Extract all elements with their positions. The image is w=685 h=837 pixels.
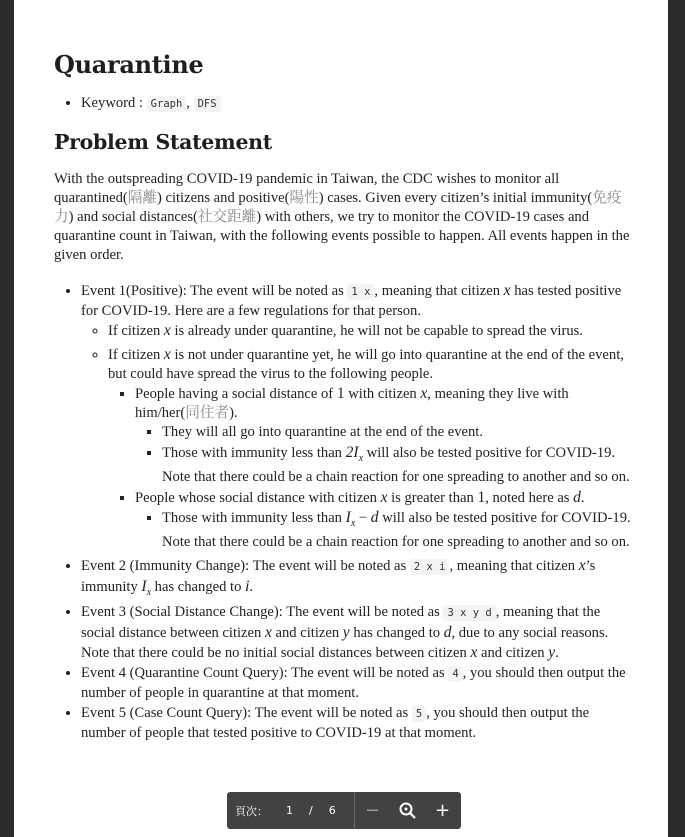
text-run: If citizen: [108, 347, 164, 363]
text-run: ’s immunity: [81, 558, 596, 596]
keyword-tag: DFS: [194, 96, 221, 112]
text-run: is not under quarantine yet, he will go into quarantine at the end of the event, but could have spread the virus to the following people.: [108, 347, 624, 382]
text-run: has tested positive for COVID-19. Here are a few regulations for that person.: [81, 283, 622, 319]
math-expr: 1: [336, 385, 345, 402]
math-expr: x: [163, 322, 171, 339]
magnifier-icon: [399, 802, 417, 820]
list-item: [135, 384, 634, 487]
page-title: Quarantine: [54, 50, 204, 79]
text-run: , you should then output the number of people in quarantine at that moment.: [81, 665, 626, 702]
math-expr: x: [420, 385, 428, 402]
text-run: has changed to: [151, 579, 246, 596]
text-run: , you should then output the number of people that tested positive to COVID-19 at that moment.: [81, 705, 590, 742]
inline-code: 4: [448, 666, 462, 682]
text-run: .: [580, 490, 585, 507]
zoom-in-button[interactable]: +: [434, 800, 451, 821]
math-expr: x: [264, 624, 272, 642]
sub-list: [135, 423, 634, 487]
list-item: [81, 603, 634, 663]
math-expr: x: [163, 346, 171, 363]
keyword-item: [81, 94, 634, 114]
text-run: With the outspreading COVID-19 pandemic in Taiwan, the CDC wishes to monitor all quarantined(: [54, 171, 560, 206]
sub-list: [108, 384, 634, 552]
text-run: is already under quarantine, he will not be capable to spread the virus.: [170, 323, 583, 339]
text-run: and citizen: [271, 625, 343, 642]
text-run: , noted here as: [485, 490, 574, 507]
section-title: Problem Statement: [54, 130, 272, 154]
text-run: −: [355, 510, 371, 527]
text-run: and citizen: [477, 645, 549, 662]
text-run: , meaning that the social distance between citizen: [81, 604, 601, 642]
text-run: , meaning that citizen: [449, 558, 579, 575]
list-item: [135, 488, 634, 552]
list-item: [81, 664, 634, 703]
math-expr: x: [470, 644, 478, 662]
text-run: .: [249, 579, 254, 596]
sub-list: [81, 321, 634, 552]
text-run: is greater than: [387, 490, 478, 507]
cjk-term: 社交距離: [197, 209, 257, 225]
text-run: Event 4 (Quarantine Count Query): The event will be noted as: [81, 665, 449, 682]
text-run: Those with immunity less than: [162, 510, 346, 527]
math-expr: $2I_x$: [345, 444, 364, 465]
events-list: [54, 281, 634, 743]
inline-code: 2 x i: [410, 559, 450, 575]
page-separator: /: [309, 804, 313, 817]
intro-paragraph: [54, 170, 634, 265]
page-indicator: [227, 792, 355, 829]
math-expr: d: [370, 509, 379, 527]
page-label: 頁次：: [235, 804, 268, 818]
cjk-term: 隔離: [127, 190, 157, 206]
text-run: Event 5 (Case Count Query): The event will be noted as: [81, 705, 412, 722]
text-run: ) with others, we try to monitor the COVID-19 cases and quarantine count in Taiwan, with the following events possible to happen. All events happen in the given order.: [54, 209, 630, 263]
text-run: Event 2 (Immunity Change): The event will be noted as: [81, 558, 410, 575]
text-run: Event 3 (Social Distance Change): The event will be noted as: [81, 604, 444, 621]
text-run: ) cases. Given every citizen’s initial immunity(: [318, 190, 593, 206]
list-item: [81, 704, 634, 743]
math-expr: y: [548, 644, 556, 662]
pdf-toolbar: [227, 792, 461, 829]
text-run: Event 1(Positive): The event will be noted as: [81, 283, 348, 299]
text-run: People whose social distance with citizen: [135, 490, 381, 507]
text-run: .: [555, 645, 559, 662]
text-run: ) citizens and positive(: [156, 190, 290, 206]
list-item: [108, 321, 634, 341]
math-expr: 1: [477, 489, 486, 507]
text-run: with citizen: [344, 386, 421, 402]
zoom-reset-button[interactable]: [390, 792, 425, 829]
list-item: [108, 345, 634, 552]
math-expr: x: [503, 282, 511, 299]
text-run: They will all go into quarantine at the end of the event.: [162, 424, 483, 440]
list-item: [81, 556, 634, 602]
text-run: , meaning that citizen: [374, 283, 504, 299]
text-run: will also be tested positive for COVID-19. Note that there could be a chain reaction for one spreading to another and so on.: [162, 510, 631, 551]
math-expr: x: [578, 557, 586, 575]
math-subscript: x: [350, 518, 356, 530]
math-expr: y: [342, 624, 350, 642]
inline-code: 1 x: [347, 284, 374, 300]
text-run: , meaning they live with him/her(: [135, 386, 569, 421]
inline-code: 3 x y d: [443, 605, 495, 621]
text-run: People having a social distance of: [135, 386, 337, 402]
sub-list: [135, 508, 634, 552]
cjk-term: 免疫力: [54, 190, 622, 225]
text-run: , due to any social reasons. Note that there could be no initial social distances between citizen: [81, 625, 609, 662]
keyword-list: [54, 94, 634, 114]
list-item: [162, 423, 634, 442]
list-item: [162, 508, 634, 552]
math-expr: i: [245, 578, 250, 596]
math-expr: $I_x$: [141, 578, 152, 599]
current-page-input[interactable]: 1: [286, 804, 293, 817]
list-item: [81, 281, 634, 552]
math-expr: d: [443, 624, 452, 642]
math-expr: d: [573, 489, 581, 507]
document-content: [54, 48, 634, 744]
keyword-tag: Graph: [147, 96, 187, 112]
text-run: If citizen: [108, 323, 164, 339]
keyword-label: Keyword :: [81, 95, 147, 111]
total-pages: 6: [328, 804, 336, 817]
zoom-out-button[interactable]: −: [364, 800, 381, 821]
math-expr: $I_x$: [345, 509, 356, 530]
text-run: Those with immunity less than: [162, 445, 346, 461]
list-item: [162, 443, 634, 487]
math-expr: x: [380, 489, 388, 507]
text-run: ).: [229, 405, 238, 421]
text-run: has changed to: [349, 625, 444, 642]
math-subscript: x: [146, 587, 152, 599]
text-run: ) and social distances(: [68, 209, 198, 225]
math-subscript: x: [358, 453, 364, 465]
cjk-term: 陽性: [289, 190, 319, 206]
keyword-separator: ,: [186, 95, 194, 111]
cjk-term: 同住者: [185, 405, 230, 421]
text-run: will also be tested positive for COVID-19. Note that there could be a chain reaction for one spreading to another and so on.: [162, 445, 630, 486]
pdf-page: [14, 0, 668, 837]
inline-code: 5: [412, 706, 426, 722]
